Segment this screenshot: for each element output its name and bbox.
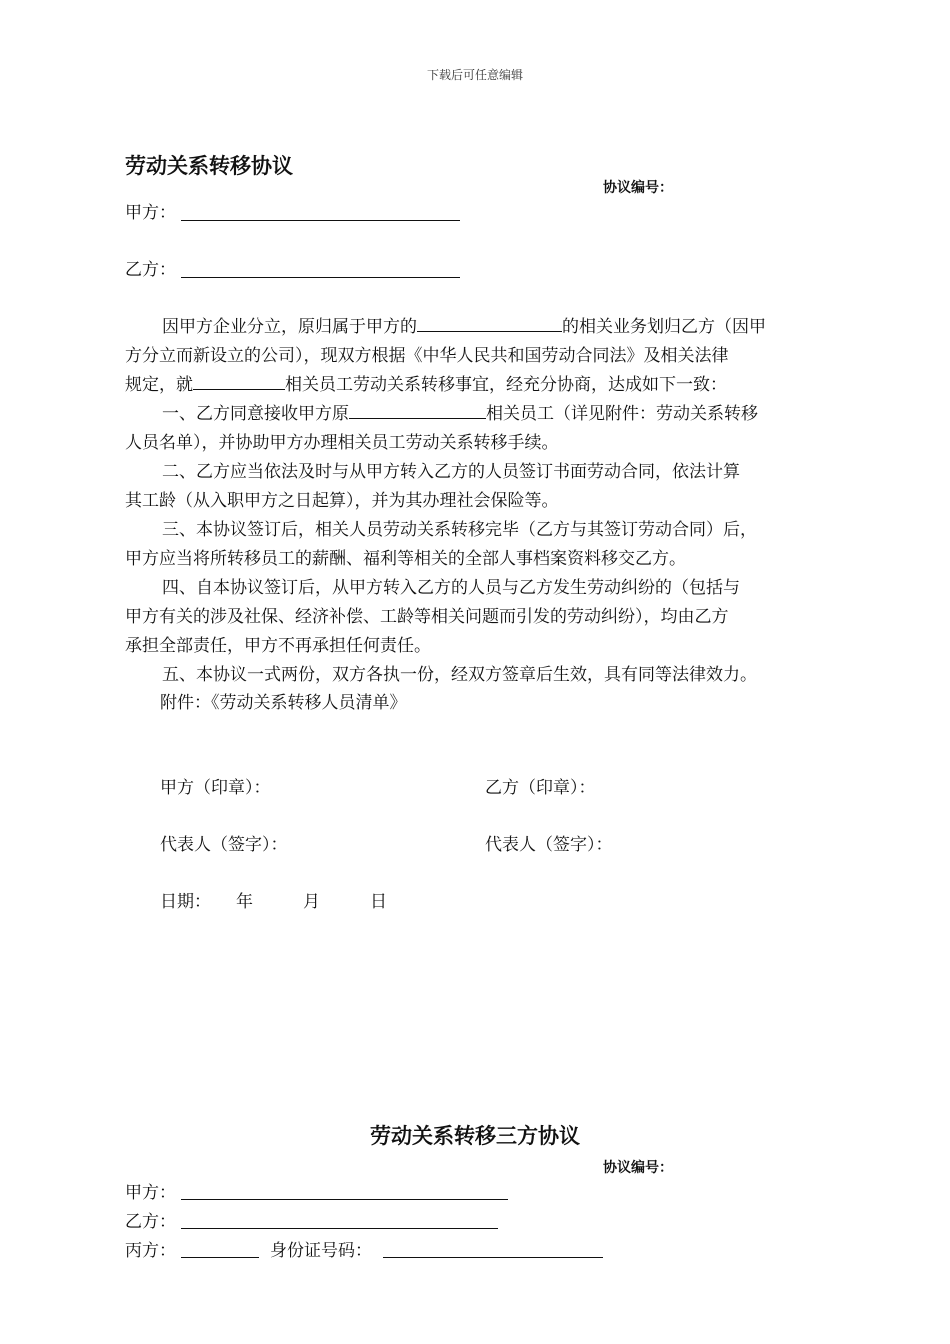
party-b-seal: 乙方（印章）： [485, 778, 596, 798]
clause1-line1: 一、乙方同意接收甲方原 相关员工（详见附件：劳动关系转移 [162, 400, 758, 429]
clause4-line2: 甲方有关的涉及社保、经济补偿、工龄等相关问题而引发的劳动纠纷），均由乙方 [125, 607, 729, 627]
doc2-party-c-label: 丙方： [125, 1241, 176, 1261]
dept-field[interactable] [349, 400, 486, 419]
clause2-line1: 二、乙方应当依法及时与从甲方转入乙方的人员签订书面劳动合同，依法计算 [162, 462, 740, 482]
doc1-title: 劳动关系转移协议 [125, 154, 293, 178]
business-field[interactable] [417, 313, 562, 332]
clause5: 五、本协议一式两份，双方各执一份，经双方签章后生效，具有同等法律效力。 [162, 665, 757, 685]
attachment: 附件：《劳动关系转移人员清单》 [160, 693, 407, 713]
doc2-party-a-field[interactable] [181, 1199, 508, 1200]
doc2-id-label: 身份证号码： [270, 1241, 372, 1261]
doc2-party-b-field[interactable] [181, 1228, 498, 1229]
para1-line2: 方分立而新设立的公司），现双方根据《中华人民共和国劳动合同法》及相关法律 [125, 346, 729, 366]
date-label: 日期： [160, 892, 211, 912]
doc2-agreement-no-label: 协议编号： [603, 1160, 673, 1176]
doc1-party-a-label: 甲方： [125, 203, 176, 223]
doc2-id-field[interactable] [383, 1257, 603, 1258]
clause2-line2: 其工龄（从入职甲方之日起算），并为其办理社会保险等。 [125, 491, 559, 511]
clause3-line1: 三、本协议签订后，相关人员劳动关系转移完毕（乙方与其签订劳动合同）后， [162, 520, 757, 540]
para1-line1: 因甲方企业分立，原归属于甲方的 的相关业务划归乙方（因甲 [162, 313, 766, 342]
date-day: 日 [370, 892, 387, 912]
date-month: 月 [303, 892, 320, 912]
doc1-party-a-field[interactable] [181, 220, 460, 221]
doc2-party-c-field[interactable] [181, 1257, 259, 1258]
clause3-line2: 甲方应当将所转移员工的薪酬、福利等相关的全部人事档案资料移交乙方。 [125, 549, 686, 569]
doc2-title: 劳动关系转移三方协议 [370, 1124, 580, 1148]
clause1-line2: 人员名单），并协助甲方办理相关员工劳动关系转移手续。 [125, 433, 559, 453]
doc1-party-b-label: 乙方： [125, 260, 176, 280]
para1-line3: 规定，就 相关员工劳动关系转移事宜，经充分协商，达成如下一致： [125, 371, 727, 400]
party-a-seal: 甲方（印章）： [160, 778, 271, 798]
rep-a-sign: 代表人（签字）： [160, 835, 288, 855]
doc2-party-b-label: 乙方： [125, 1212, 176, 1232]
doc1-party-b-field[interactable] [181, 277, 460, 278]
header-note: 下载后可任意编辑 [426, 68, 523, 82]
rep-b-sign: 代表人（签字）： [485, 835, 613, 855]
clause4-line1: 四、自本协议签订后，从甲方转入乙方的人员与乙方发生劳动纠纷的（包括与 [162, 578, 740, 598]
date-year: 年 [236, 892, 253, 912]
clause4-line3: 承担全部责任，甲方不再承担任何责任。 [125, 636, 431, 656]
doc2-party-a-label: 甲方： [125, 1183, 176, 1203]
doc1-agreement-no-label: 协议编号： [603, 180, 673, 196]
matter-field[interactable] [193, 371, 285, 390]
